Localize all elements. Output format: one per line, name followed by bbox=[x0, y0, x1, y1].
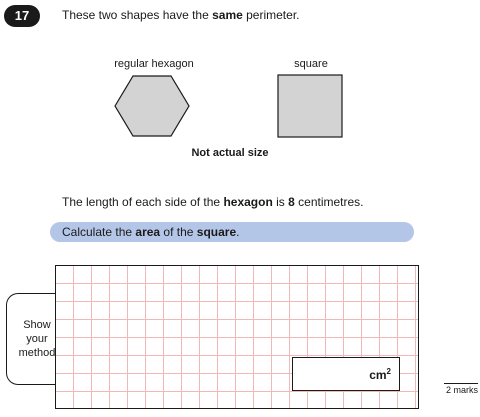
hexagon-label: regular hexagon bbox=[114, 58, 194, 70]
given-information: The length of each side of the hexagon is 8 centimetres. bbox=[62, 195, 364, 209]
square-rect bbox=[278, 75, 342, 137]
hexagon-polygon bbox=[115, 76, 189, 136]
square-shape bbox=[277, 74, 345, 140]
answer-box[interactable] bbox=[292, 357, 400, 391]
hexagon-shape bbox=[112, 74, 192, 140]
tab-line-2: your bbox=[26, 333, 48, 345]
answer-unit: $cm^2$ bbox=[369, 367, 391, 382]
question-number: 17 bbox=[4, 5, 40, 27]
not-actual-size-note: Not actual size bbox=[191, 147, 269, 159]
tab-line-3: method bbox=[18, 347, 56, 359]
tab-line-1: Show bbox=[23, 319, 51, 331]
marks-label: 2 marks bbox=[445, 385, 478, 395]
square-label: square bbox=[294, 58, 328, 70]
question-intro: These two shapes have the same perimeter. bbox=[62, 8, 300, 22]
instruction-bar: Calculate the area of the square. bbox=[50, 222, 414, 242]
